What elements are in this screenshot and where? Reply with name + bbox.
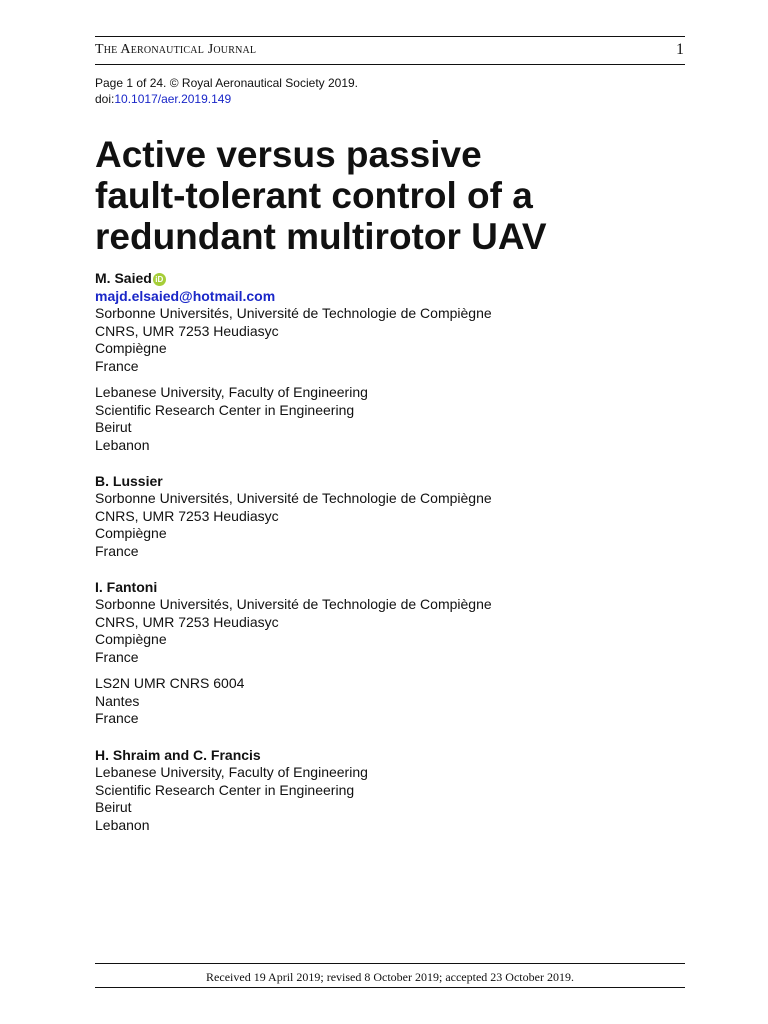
page-number: 1 (676, 41, 684, 58)
doi-prefix: doi: (95, 92, 115, 106)
affiliation (95, 675, 244, 728)
affiliation-line: France (95, 649, 139, 666)
author-email-link[interactable]: majd.elsaied@hotmail.com (95, 288, 276, 304)
header-rule-bottom (95, 64, 685, 65)
affiliation-line: Sorbonne Universités, Université de Technologie de Compiègne (95, 596, 492, 612)
journal-name: The Aeronautical Journal (95, 42, 257, 57)
affiliation-line: LS2N UMR CNRS 6004 (95, 675, 245, 691)
footer-rule-bottom (95, 987, 685, 988)
title-line-2: fault-tolerant control of a (95, 175, 533, 216)
affiliation-line: CNRS, UMR 7253 Heudiasyc (95, 507, 279, 524)
affiliation-line: Sorbonne Universités, Université de Technologie de Compiègne (95, 490, 492, 506)
affiliation-line: France (95, 710, 139, 727)
affiliation-line: Scientific Research Center in Engineering (95, 401, 355, 418)
affiliation-line: Compiègne (95, 525, 167, 542)
affiliation-line: France (95, 358, 139, 375)
affiliation-line: Lebanon (95, 437, 150, 454)
author-name-text: M. Saied (95, 270, 152, 286)
header-rule-top (95, 36, 685, 37)
affiliation (95, 384, 368, 455)
affiliation-line: Sorbonne Universités, Université de Technologie de Compiègne (95, 305, 492, 321)
affiliation (95, 305, 492, 376)
affiliation-line: Lebanon (95, 817, 150, 834)
affiliation (95, 764, 368, 835)
footer-rule-top (95, 963, 685, 964)
affiliation-line: France (95, 543, 139, 560)
doi-line (95, 91, 231, 107)
author-name: I. Fantoni (95, 579, 158, 595)
paper-title (95, 134, 695, 257)
affiliation-line: Lebanese University, Faculty of Engineering (95, 384, 368, 400)
title-line-1: Active versus passive (95, 134, 482, 175)
author-name: H. Shraim and C. Francis (95, 747, 261, 763)
affiliation-line: Beirut (95, 419, 132, 436)
page-info: Page 1 of 24. © Royal Aeronautical Society 2019. (95, 76, 359, 90)
affiliation-line: Compiègne (95, 631, 167, 648)
affiliation-line: Nantes (95, 692, 140, 709)
orcid-icon[interactable]: iD (153, 273, 166, 286)
affiliation-line: Compiègne (95, 340, 167, 357)
title-line-3: redundant multirotor UAV (95, 216, 547, 257)
affiliation-line: Lebanese University, Faculty of Engineering (95, 764, 368, 780)
affiliation (95, 490, 492, 561)
affiliation-line: Beirut (95, 799, 132, 816)
affiliation-line: CNRS, UMR 7253 Heudiasyc (95, 322, 279, 339)
affiliation (95, 596, 492, 667)
doi-link[interactable]: 10.1017/aer.2019.149 (114, 92, 232, 106)
received-dates: Received 19 April 2019; revised 8 October 2019; accepted 23 October 2019. (206, 970, 574, 984)
affiliation-line: CNRS, UMR 7253 Heudiasyc (95, 613, 279, 630)
author-name: B. Lussier (95, 473, 163, 489)
affiliation-line: Scientific Research Center in Engineering (95, 781, 355, 798)
author-name (95, 270, 166, 287)
